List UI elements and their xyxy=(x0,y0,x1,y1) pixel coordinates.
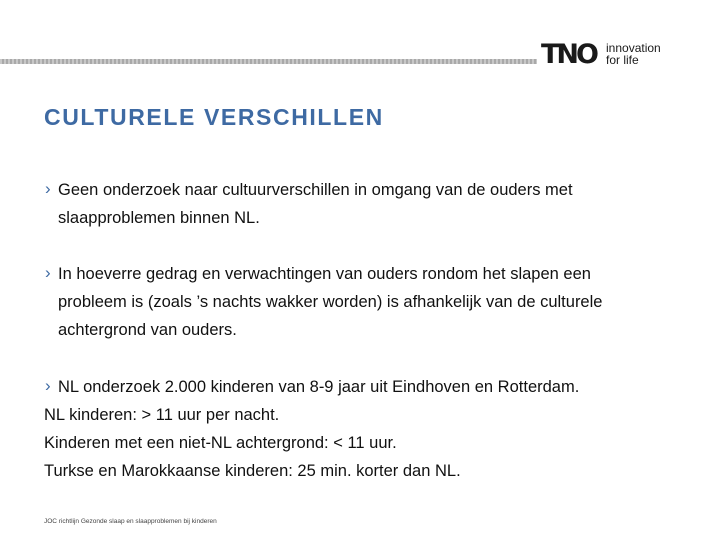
header-rule xyxy=(0,59,537,64)
bullet-chevron-icon: › xyxy=(45,376,51,395)
bullet-2-line-2: probleem is (zoals ’s nachts wakker worden) is afhankelijk van de culturele xyxy=(58,293,603,311)
extra-line-2: Kinderen met een niet-NL achtergrond: < 11 uur. xyxy=(44,434,397,452)
bullet-3-line-1: NL onderzoek 2.000 kinderen van 8-9 jaar uit Eindhoven en Rotterdam. xyxy=(58,378,580,396)
slide-title: CULTURELE VERSCHILLEN xyxy=(44,104,384,130)
logo-mark: TNO xyxy=(541,39,596,70)
bullet-chevron-icon: › xyxy=(45,263,51,282)
bullet-2-line-1: In hoeverre gedrag en verwachtingen van ouders rondom het slapen een xyxy=(58,265,591,283)
extra-line-3: Turkse en Marokkaanse kinderen: 25 min. korter dan NL. xyxy=(44,462,461,480)
logo-tagline xyxy=(606,42,661,66)
bullet-chevron-icon: › xyxy=(45,179,51,198)
logo-tagline-2: for life xyxy=(606,53,639,67)
bullet-1-line-2: slaapproblemen binnen NL. xyxy=(58,209,260,227)
tno-logo xyxy=(541,41,671,69)
bullet-1-line-1: Geen onderzoek naar cultuurverschillen in omgang van de ouders met xyxy=(58,181,573,199)
bullet-2-line-3: achtergrond van ouders. xyxy=(58,321,237,339)
extra-line-1: NL kinderen: > 11 uur per nacht. xyxy=(44,406,280,424)
logo-tagline-1: innovation xyxy=(606,41,661,55)
footer-source: JOC richtlijn Gezonde slaap en slaapproblemen bij kinderen xyxy=(44,518,217,525)
